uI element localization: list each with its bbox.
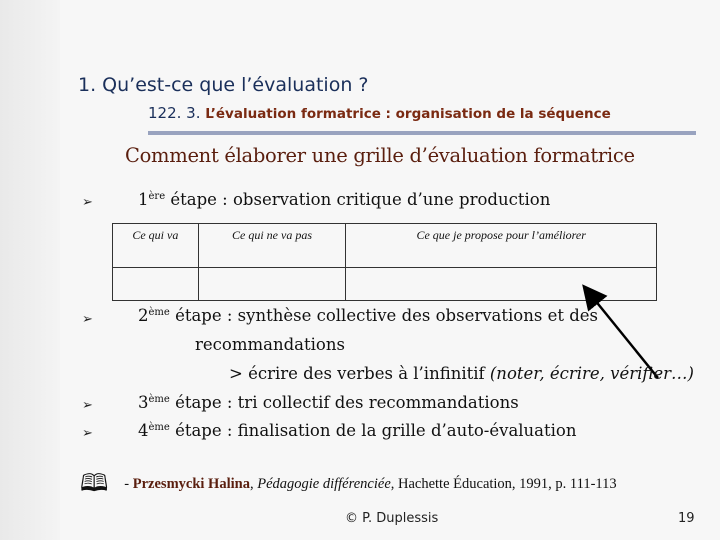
grid-header-ok: Ce qui va <box>113 224 199 268</box>
step-3-text: étape : tri collectif des recommandations <box>169 393 519 412</box>
step-1-text: étape : observation critique d’une production <box>165 190 551 209</box>
step-2-sup: ème <box>148 307 170 318</box>
step-2-line1: étape : synthèse collective des observations et des <box>169 306 598 325</box>
book-icon: 🕮 <box>80 469 109 497</box>
bullet-arrow-icon: ➢ <box>82 426 93 441</box>
step-4-sup: ème <box>148 422 170 433</box>
section-heading: Comment élaborer une grille d’évaluation formatrice <box>125 144 635 167</box>
page-number: 19 <box>678 511 695 526</box>
reference-work: Pédagogie différenciée <box>257 476 391 492</box>
reference-author: Przesmycki Halina <box>132 476 250 492</box>
reference-rest: , Hachette Éducation, 1991, p. 111-113 <box>390 476 617 492</box>
step-4 <box>138 421 577 440</box>
slide-title: 1. Qu’est-ce que l’évaluation ? <box>78 74 369 96</box>
reference-dash: - <box>124 476 133 492</box>
bullet-arrow-icon: ➢ <box>82 195 93 210</box>
bullet-arrow-icon: ➢ <box>82 398 93 413</box>
subtitle-text: L’évaluation formatrice : organisation de la séquence <box>205 106 611 122</box>
step-3-number: 3 <box>138 393 149 412</box>
grid-header-improve: Ce que je propose pour l’améliorer <box>346 224 657 268</box>
step-2 <box>138 306 598 325</box>
step-2-line2: recommandations <box>195 335 345 354</box>
step-1-number: 1 <box>138 190 149 209</box>
step-1-sup: ère <box>148 191 166 202</box>
grid-header-not-ok: Ce qui ne va pas <box>198 224 346 268</box>
step-4-text: étape : finalisation de la grille d’auto-évaluation <box>169 421 577 440</box>
footer-author: © P. Duplessis <box>345 511 439 526</box>
step-2-examples: (noter, écrire, vérifier…) <box>489 364 694 383</box>
step-2-instruction: > écrire des verbes à l’infinitif <box>229 364 490 383</box>
step-3-sup: ème <box>148 394 170 405</box>
bibliographic-reference <box>80 466 617 507</box>
step-2-number: 2 <box>138 306 149 325</box>
step-2-line3 <box>229 364 694 383</box>
bullet-arrow-icon: ➢ <box>82 312 93 327</box>
step-3 <box>138 393 519 412</box>
reference-sep: , <box>249 476 258 492</box>
subtitle-number: 122. 3. <box>148 104 201 122</box>
step-4-number: 4 <box>138 421 149 440</box>
